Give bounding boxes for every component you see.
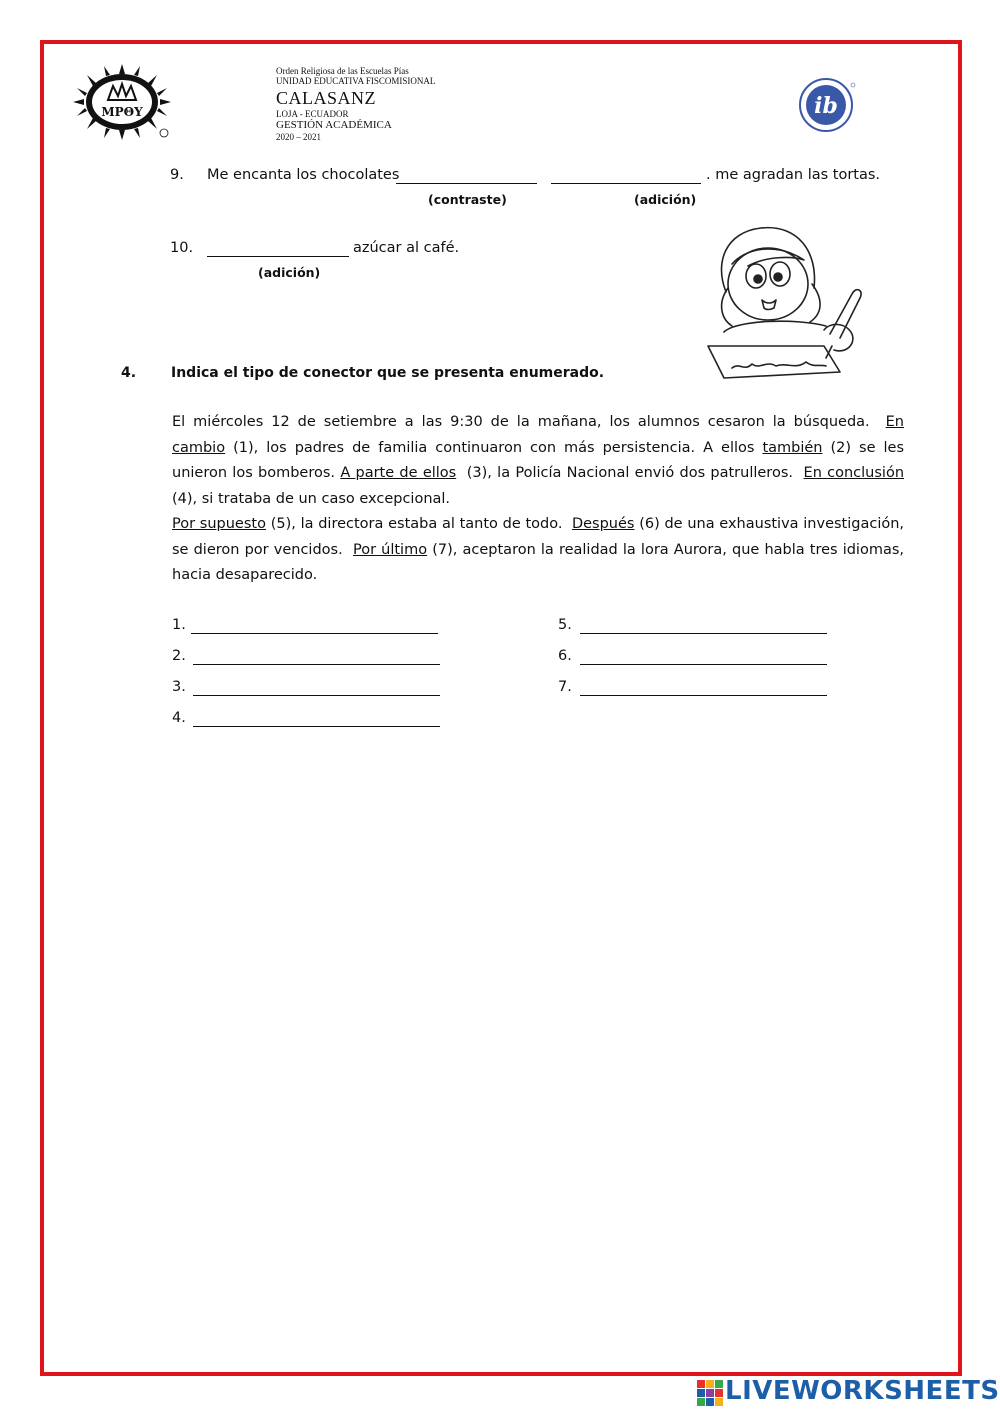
paragraph-text: (6) de una exhaustiva investigación, se dieron por vencidos. [172, 516, 905, 558]
answer-number: 3. [172, 679, 186, 695]
ib-logo [796, 77, 858, 133]
connector-3: A parte de ellos [340, 465, 457, 481]
header-city: LOJA - ECUADOR [276, 109, 349, 119]
connector-1: En cambio [172, 414, 904, 456]
paragraph-text: (4), si trataba de un caso excepcional. [172, 490, 451, 507]
paragraph-text: (5), la directora estaba al tanto de todo. [270, 516, 563, 532]
answer-number: 2. [172, 648, 186, 664]
connector-7: Por último [352, 541, 428, 558]
connector-5: Por supuesto [172, 516, 266, 532]
answer-number: 7. [558, 679, 572, 695]
seal-text: MPΘY [101, 105, 143, 119]
header-dept: GESTIÓN ACADÉMICA [276, 119, 392, 131]
item10-blank[interactable] [207, 243, 349, 257]
paragraph-text: (3), la Policía Nacional envió dos patrulleros. [466, 465, 793, 481]
answer-number: 6. [558, 648, 572, 664]
liveworksheets-brand[interactable]: LIVEWORKSHEETS [725, 1376, 1000, 1406]
reading-paragraph [172, 410, 904, 589]
paragraph-text: El miércoles 12 de setiembre a las 9:30 de la mañana, los alumnos cesaron la búsqueda. [172, 414, 870, 430]
item9-blank-2[interactable] [551, 170, 701, 184]
item10-text-after: azúcar al café. [353, 240, 460, 256]
item9-blank-1[interactable] [396, 170, 537, 184]
item9-text-before: Me encanta los chocolates [207, 167, 400, 183]
paragraph-text: (7), aceptaron la realidad la lora Aurora, que habla tres idiomas, hacia desaparecido. [172, 541, 905, 583]
answer-6-input[interactable] [580, 651, 827, 665]
answer-2-input[interactable] [193, 651, 440, 665]
item9-text-after: . me agradan las tortas. [706, 167, 881, 183]
connector-2: también [762, 439, 823, 456]
section4-title: Indica el tipo de conector que se presenta enumerado. [171, 365, 605, 381]
answer-number: 1. [172, 617, 186, 633]
answer-number: 5. [558, 617, 572, 633]
paragraph-text: (2) se les unieron los bomberos. [172, 439, 904, 481]
liveworksheets-logo-icon [697, 1380, 723, 1406]
answer-1-input[interactable] [191, 620, 438, 634]
ib-logo-text: ib [814, 93, 838, 119]
answer-3-input[interactable] [193, 682, 440, 696]
header-line2: UNIDAD EDUCATIVA FISCOMISIONAL [276, 76, 436, 86]
school-name: CALASANZ [276, 88, 377, 108]
school-seal-logo [72, 64, 176, 142]
item9-label-contraste: (contraste) [428, 192, 507, 207]
answer-5-input[interactable] [580, 620, 827, 634]
section4-number: 4. [121, 365, 137, 381]
answer-4-input[interactable] [193, 713, 440, 727]
connector-6: Después [571, 516, 635, 532]
header-line1: Orden Religiosa de las Escuelas Pías [276, 66, 409, 76]
connector-4: En conclusión [803, 465, 905, 481]
item9-label-adicion: (adición) [634, 192, 697, 207]
paragraph-text: (1), los padres de familia continuaron con más persistencia. A ellos [233, 439, 755, 456]
answer-number: 4. [172, 710, 186, 726]
header-year: 2020 – 2021 [276, 132, 321, 142]
answer-7-input[interactable] [580, 682, 827, 696]
item9-number: 9. [170, 167, 184, 183]
girl-writing-illustration [706, 222, 868, 388]
item10-number: 10. [170, 240, 194, 256]
item10-label-adicion: (adición) [258, 265, 321, 280]
